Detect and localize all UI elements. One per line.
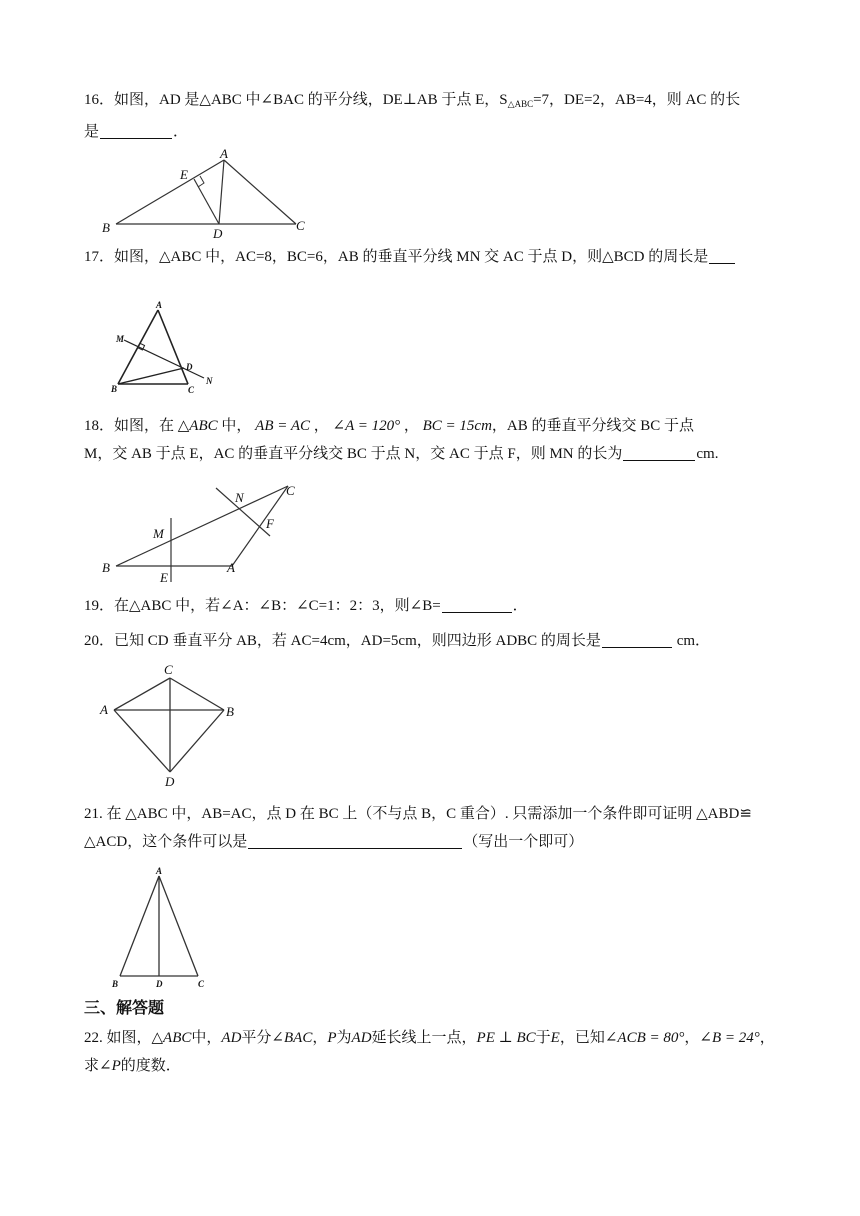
q17-label-D: D [186, 362, 193, 372]
q18-label-A: A [227, 560, 235, 575]
q22-e: E [550, 1030, 560, 1046]
q18-label-B: B [102, 560, 110, 575]
q18-label-F: F [266, 516, 274, 531]
q21-label-C: C [198, 979, 205, 989]
q22-ad-2: AD [351, 1030, 372, 1046]
q18-cond-1: AB = AC [255, 418, 310, 434]
q21-label-D: D [156, 979, 163, 989]
q18-figure [98, 480, 318, 588]
q21-figure [108, 866, 218, 990]
q18-cond-2: ∠A = 120° [332, 418, 401, 434]
question-16 [84, 86, 784, 146]
q17-figure [108, 300, 228, 395]
q22-t8: ， [684, 1030, 700, 1046]
q16-text: 16．如图，AD 是△ABC 中∠BAC 的平分线，DE⊥AB 于点 E，S [84, 92, 508, 108]
q22-angle-b: ∠B = 24° [699, 1030, 760, 1046]
q22-bac: ∠BAC [271, 1030, 313, 1046]
q21-label-A: A [156, 866, 163, 876]
q18-unit: cm. [696, 446, 719, 462]
q18-label-C: C [286, 483, 295, 498]
q16-line2: 是 [84, 124, 100, 140]
q16-label-C: C [296, 218, 305, 233]
q16-text-b: =7，DE=2，AB=4，则 AC 的长 [533, 92, 741, 108]
q20-end: cm． [672, 633, 711, 649]
q18-label-E: E [160, 570, 168, 585]
q20-text: 20．已知 CD 垂直平分 AB，若 AC=4cm，AD=5cm，则四边形 ADBC 的周长是 [84, 633, 601, 649]
question-17 [84, 243, 784, 271]
q16-label-D: D [213, 226, 223, 241]
q16-line2-end: ． [173, 124, 189, 140]
q17-label-B: B [111, 384, 118, 394]
q22-perp: PE ⊥ BC [476, 1030, 536, 1046]
q17-answer-blank[interactable] [709, 247, 735, 264]
q19-text: 19．在△ABC 中，若∠A：∠B：∠C=1：2：3，则∠B= [84, 598, 441, 614]
q16-answer-blank[interactable] [100, 122, 172, 139]
q22-ad-1: AD [221, 1030, 242, 1046]
q22-t2: 平分 [241, 1030, 272, 1046]
q22-text-a: 22. 如图，△ [84, 1030, 164, 1046]
question-18: 18．如图，在 △ABC 中， AB = AC ， ∠A = 120° ， BC = 15cm，AB 的垂直平分线交 BC 于点 M，交 AB 于点 E，AC 的垂直平分线交 BC 于点 N，交 AC 于点 F，则 MN 的长为 cm. [84, 418, 719, 462]
q21-label-B: B [112, 979, 119, 989]
q20-answer-blank[interactable] [602, 631, 672, 648]
question-19 [84, 592, 784, 620]
q22-t1: 中， [191, 1030, 222, 1046]
q16-subscript: △ABC [507, 99, 534, 109]
q22-t5: 延长线上一点， [371, 1030, 477, 1046]
q18-cond-3: BC = 15cm [422, 418, 492, 434]
q18-answer-blank[interactable] [623, 444, 695, 461]
q17-label-N: N [206, 376, 213, 386]
q21-line2: △ACD，这个条件可以是 [84, 834, 248, 850]
q22-line2: 求 [84, 1058, 100, 1074]
q17-text: 17．如图，△ABC 中，AC=8，BC=6，AB 的垂直平分线 MN 交 AC 于点 D，则△BCD 的周长是 [84, 249, 709, 265]
question-22 [84, 1024, 784, 1080]
q22-abc: ABC [163, 1030, 192, 1046]
q17-label-A: A [156, 300, 163, 310]
q22-acb: ∠ACB = 80° [604, 1030, 685, 1046]
q20-label-B: B [226, 704, 234, 719]
q22-t6: 于 [535, 1030, 551, 1046]
question-20 [84, 627, 784, 655]
question-21 [84, 800, 784, 856]
q18-label-N: N [235, 490, 244, 505]
q22-t7: ，已知 [559, 1030, 605, 1046]
q22-t3: ， [312, 1030, 328, 1046]
q21-hint: （写出一个即可） [463, 834, 584, 850]
q21-text: 21. 在 △ABC 中，AB=AC，点 D 在 BC 上（不与点 B，C 重合）. 只需添加一个条件即可证明 △ABD≌ [84, 806, 752, 822]
q22-p-1: P [327, 1030, 337, 1046]
q16-figure [96, 146, 316, 241]
q22-line2-end: 的度数． [120, 1058, 181, 1074]
q17-label-C: C [188, 385, 195, 395]
q18-text-c: ，AB 的垂直平分线交 BC 于点 [491, 418, 695, 434]
q20-label-D: D [165, 774, 175, 789]
q18-line2: M，交 AB 于点 E，AC 的垂直平分线交 BC 于点 N，交 AC 于点 F，则 MN 的长为 [84, 446, 623, 462]
q19-answer-blank[interactable] [442, 596, 512, 613]
q22-t9: ， [759, 1030, 775, 1046]
q18-text-a: 18．如图，在 △ [84, 418, 190, 434]
section-heading-3: 三、解答题 [84, 998, 165, 1017]
q18-label-M: M [153, 526, 164, 541]
q22-t4: 为 [336, 1030, 352, 1046]
q16-label-E: E [180, 167, 188, 182]
q22-angle-p: ∠P [99, 1058, 121, 1074]
q20-label-A: A [100, 702, 108, 717]
q20-label-C: C [164, 662, 173, 677]
q20-figure [98, 660, 248, 790]
q18-text-b: 中， [217, 418, 252, 434]
q18-abc: ABC [189, 418, 218, 434]
q16-label-B: B [102, 220, 110, 235]
q16-label-A: A [220, 146, 228, 161]
q17-label-M: M [116, 334, 125, 344]
q21-answer-blank[interactable] [248, 832, 462, 849]
q19-end: ． [512, 598, 528, 614]
